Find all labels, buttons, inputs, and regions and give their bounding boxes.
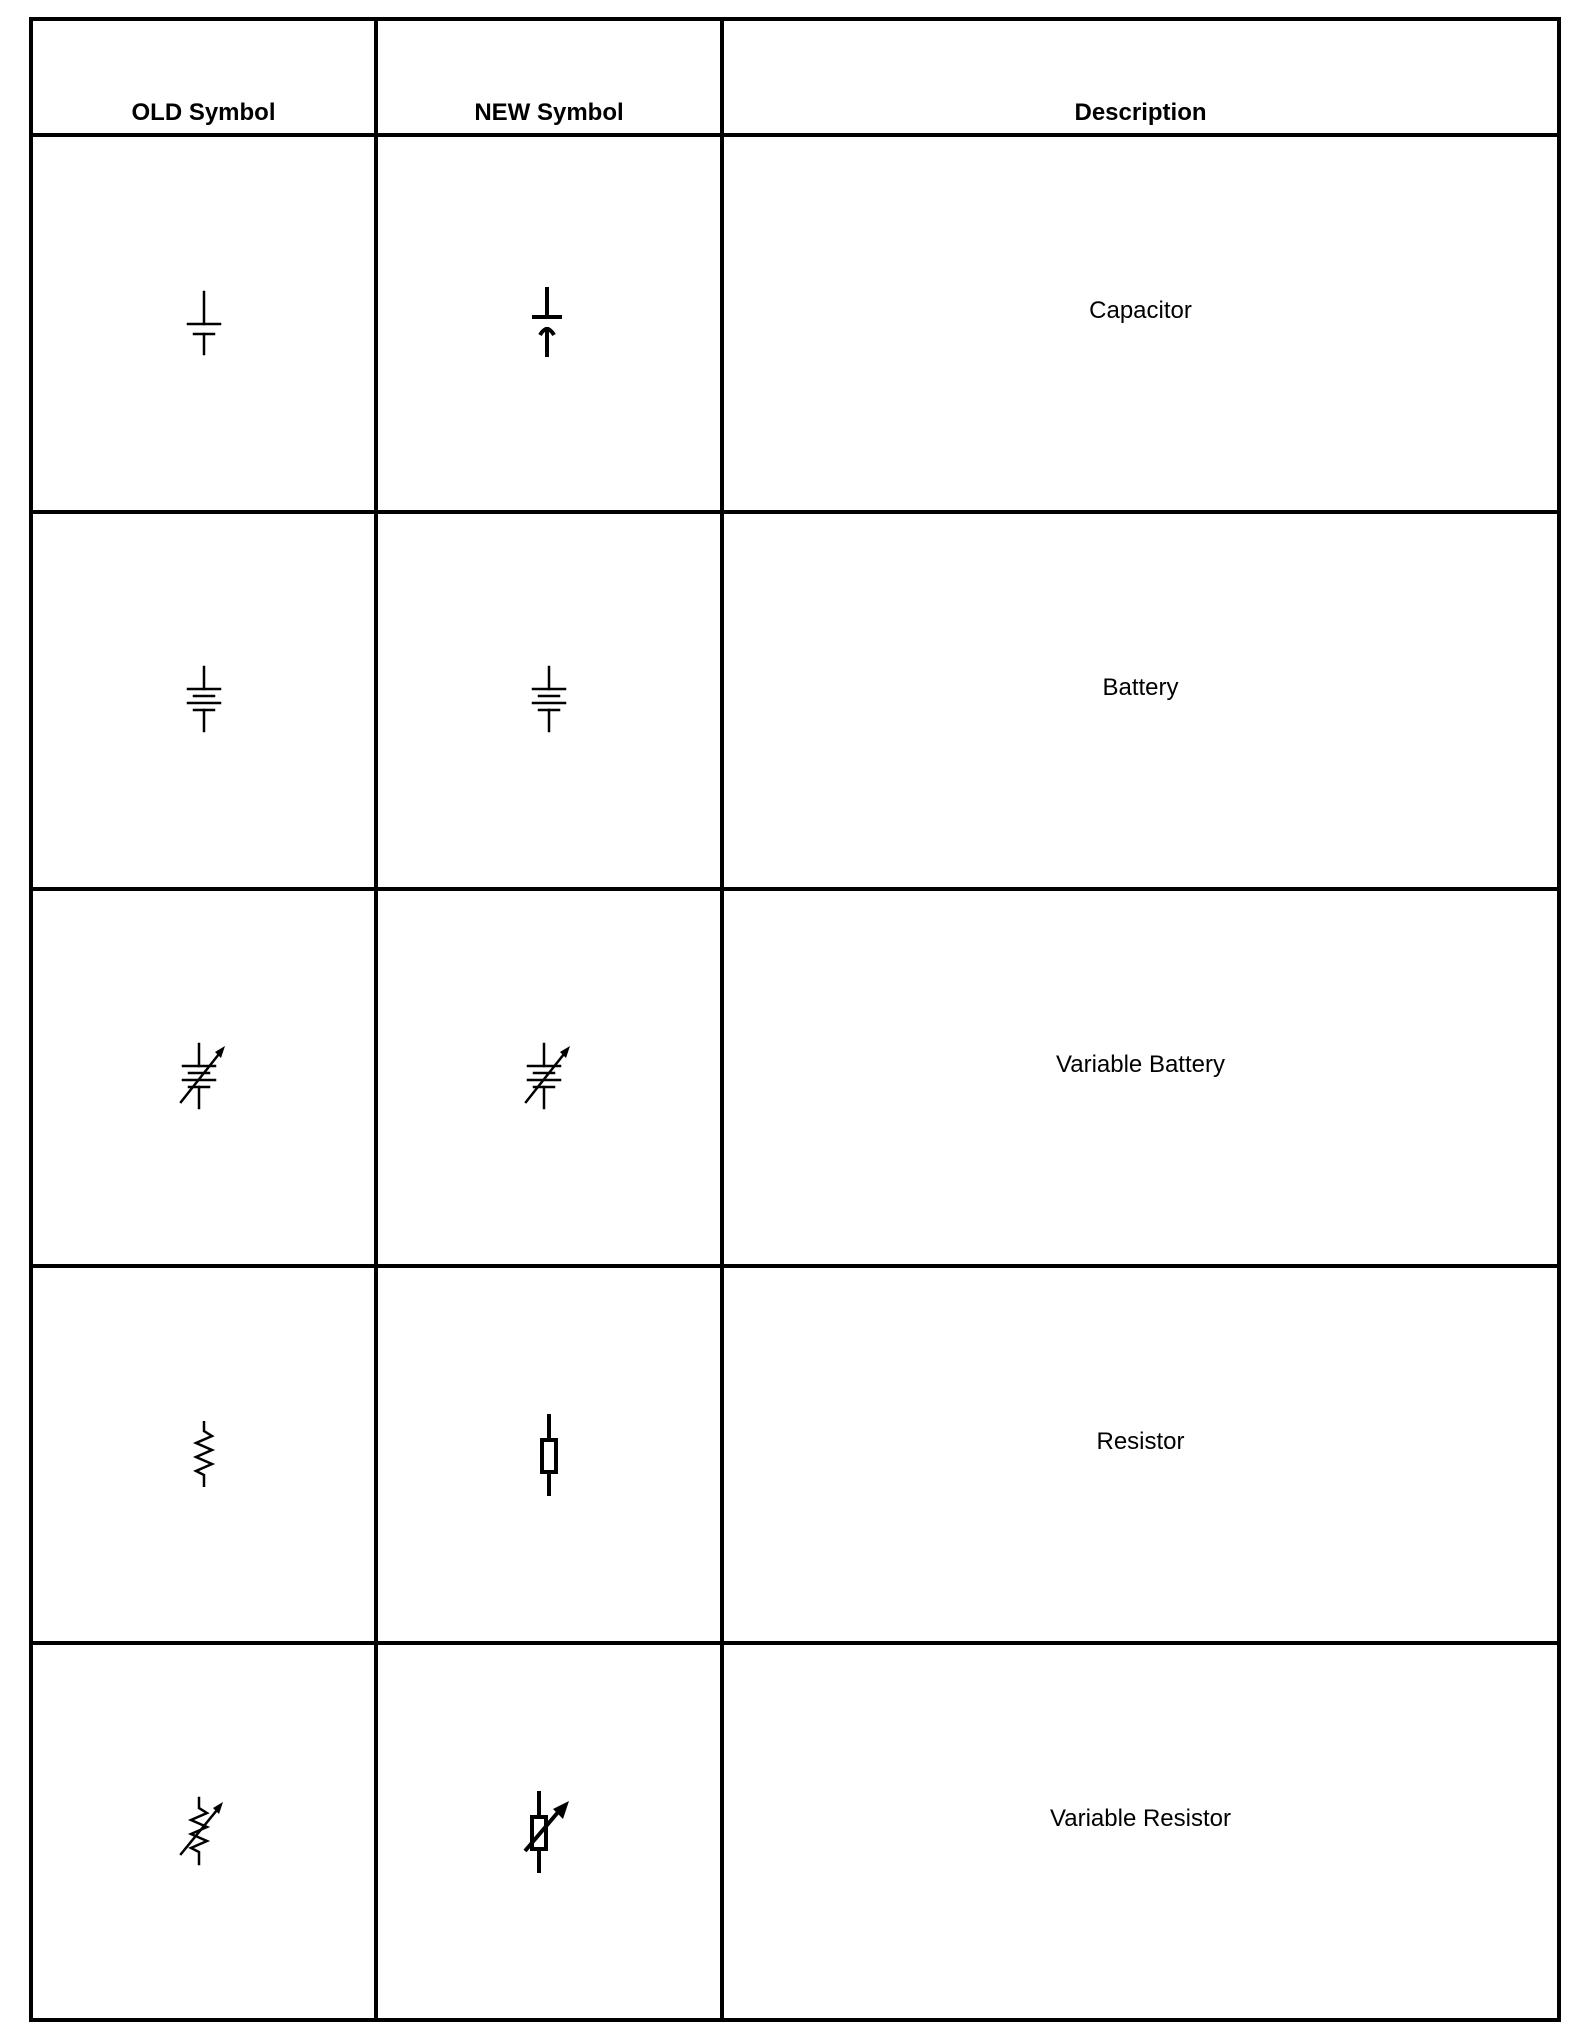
new-symbol-cell — [376, 1266, 722, 1643]
description-text: Variable Battery — [1056, 1050, 1225, 1078]
old-symbol-cell — [31, 135, 376, 512]
symbol-table — [29, 17, 1561, 2022]
battery-new-icon — [519, 661, 579, 741]
variable-battery-new-icon — [514, 1038, 584, 1118]
old-symbol-cell — [31, 1643, 376, 2020]
new-symbol-cell — [376, 889, 722, 1266]
table-header-row — [31, 19, 1559, 135]
description-cell — [722, 512, 1559, 889]
description-cell — [722, 1266, 1559, 1643]
description-cell — [722, 889, 1559, 1266]
new-symbol-cell — [376, 135, 722, 512]
description-text: Battery — [1102, 673, 1179, 701]
table-row — [31, 135, 1559, 512]
description-cell — [722, 135, 1559, 512]
resistor-old-icon — [174, 1415, 234, 1495]
table-row — [31, 1266, 1559, 1643]
old-symbol-cell — [31, 889, 376, 1266]
description-text: Capacitor — [1089, 296, 1192, 324]
old-symbol-cell — [31, 512, 376, 889]
header-old-symbol: OLD Symbol — [31, 19, 376, 135]
table-row — [31, 512, 1559, 889]
old-symbol-cell — [31, 1266, 376, 1643]
capacitor-old-icon — [174, 284, 234, 364]
variable-resistor-new-icon — [509, 1787, 589, 1877]
new-symbol-cell — [376, 1643, 722, 2020]
table-row — [31, 889, 1559, 1266]
variable-battery-old-icon — [169, 1038, 239, 1118]
header-description: Description — [722, 19, 1559, 135]
resistor-new-icon — [519, 1410, 579, 1500]
table-row — [31, 1643, 1559, 2020]
header-new-symbol: NEW Symbol — [376, 19, 722, 135]
new-symbol-cell — [376, 512, 722, 889]
variable-resistor-old-icon — [169, 1792, 239, 1872]
description-text: Variable Resistor — [1050, 1804, 1231, 1832]
battery-old-icon — [174, 661, 234, 741]
capacitor-new-icon — [519, 279, 579, 369]
description-cell — [722, 1643, 1559, 2020]
description-text: Resistor — [1096, 1427, 1185, 1455]
